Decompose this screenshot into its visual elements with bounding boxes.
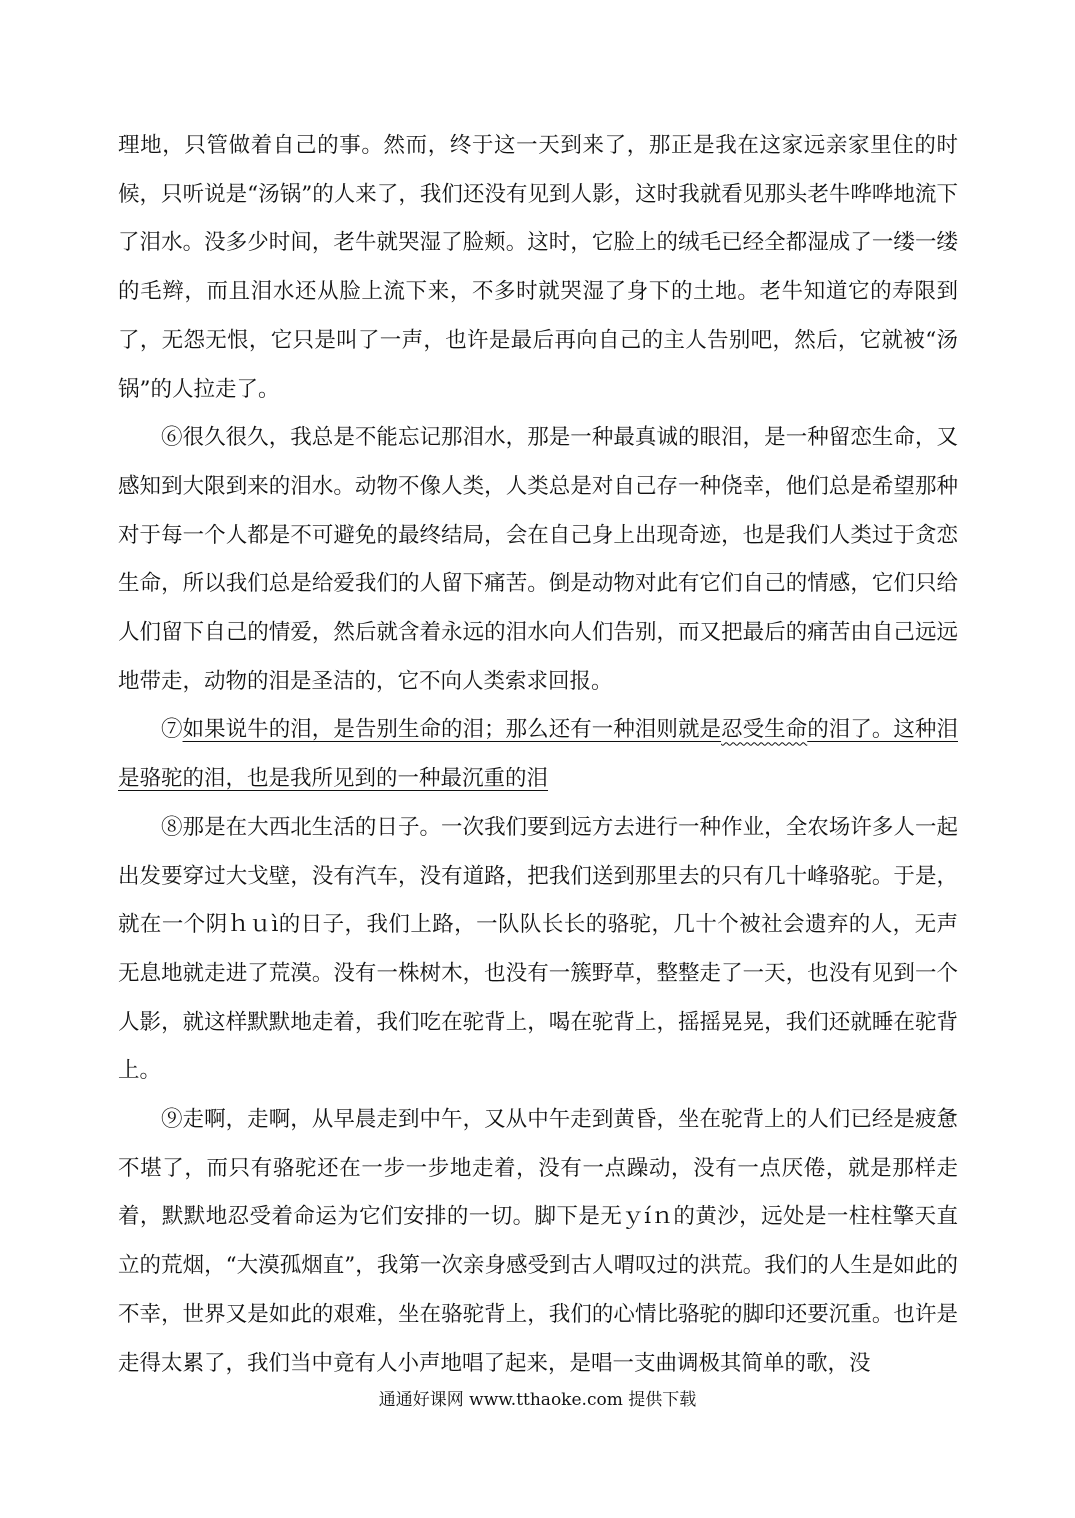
- paragraph-7-underlined-part-c: 的泪了。这种泪是骆驼的泪，也是我所见到的一种最沉重的泪: [118, 717, 958, 792]
- article-body: [118, 122, 958, 1388]
- paragraph-6: ⑥很久很久，我总是不能忘记那泪水，那是一种最真诚的眼泪，是一种留恋生命，又感知到大限到来的泪水。动物不像人类，人类总是对自己存一种侥幸，他们总是希望那种对于每一个人都是不可避免的最终结局，会在自己身上出现奇迹，也是我们人类过于贪恋生命，所以我们总是给爱我们的人留下痛苦。倒是动物对此有它们自己的情感，它们只给人们留下自己的情爱，然后就含着永远的泪水向人们告别，而又把最后的痛苦由自己远远地带走，动物的泪是圣洁的，它不向人类索求回报。: [118, 425, 958, 694]
- paragraph-8: ⑧那是在大西北生活的日子。一次我们要到远方去进行一种作业，全农场许多人一起出发要穿过大戈壁，没有汽车，没有道路，把我们送到那里去的只有几十峰骆驼。于是，就在一个阴ｈｕì的日子，我们上路，一队队长长的骆驼，几十个被社会遗弃的人，无声无息地就走进了荒漠。没有一株树木，也没有一簇野草，整整走了一天，也没有见到一个人影，就这样默默地走着，我们吃在驼背上，喝在驼背上，摇摇晃晃，我们还就睡在驼背上。: [118, 814, 958, 1084]
- paragraph-7: [118, 706, 958, 803]
- paragraph-5-continued: 理地，只管做着自己的事。然而，终于这一天到来了，那正是我在这家远亲家里住的时候，只听说是“汤锅”的人来了，我们还没有见到人影，这时我就看见那头老牛哗哗地流下了泪水。没多少时间，老牛就哭湿了脸颊。这时，它脸上的绒毛已经全都湿成了一缕一缕的毛辫，而且泪水还从脸上流下来，不多时就哭湿了身下的土地。老牛知道它的寿限到了，无怨无恨，它只是叫了一声，也许是最后再向自己的主人告别吧，然后，它就被“汤锅”的人拉走了。: [118, 133, 958, 402]
- paragraph-7-underlined-part-a: 如果说牛的泪，是告别生命的泪；那么还有一种泪则就是: [182, 717, 722, 743]
- paragraph-7-number: ⑦: [161, 717, 183, 743]
- paragraph-7-wavy-underlined-phrase: 忍受生命: [721, 717, 808, 743]
- paragraph-9: ⑨走啊，走啊，从早晨走到中午，又从中午走到黄昏，坐在驼背上的人们已经是疲惫不堪了，而只有骆驼还在一步一步地走着，没有一点躁动，没有一点厌倦，就是那样走着，默默地忍受着命运为它们安排的一切。脚下是无ｙíｎ的黄沙，远处是一柱柱擎天直立的荒烟，“大漠孤烟直”，我第一次亲身感受到古人喟叹过的洪荒。我们的人生是如此的不幸，世界又是如此的艰难，坐在骆驼背上，我们的心情比骆驼的脚印还要沉重。也许是走得太累了，我们当中竟有人小声地唱了起来，是唱一支曲调极其简单的歌，没: [118, 1107, 958, 1376]
- page-footer: 通通好课网 www.tthaoke.com 提供下载: [378, 1390, 697, 1410]
